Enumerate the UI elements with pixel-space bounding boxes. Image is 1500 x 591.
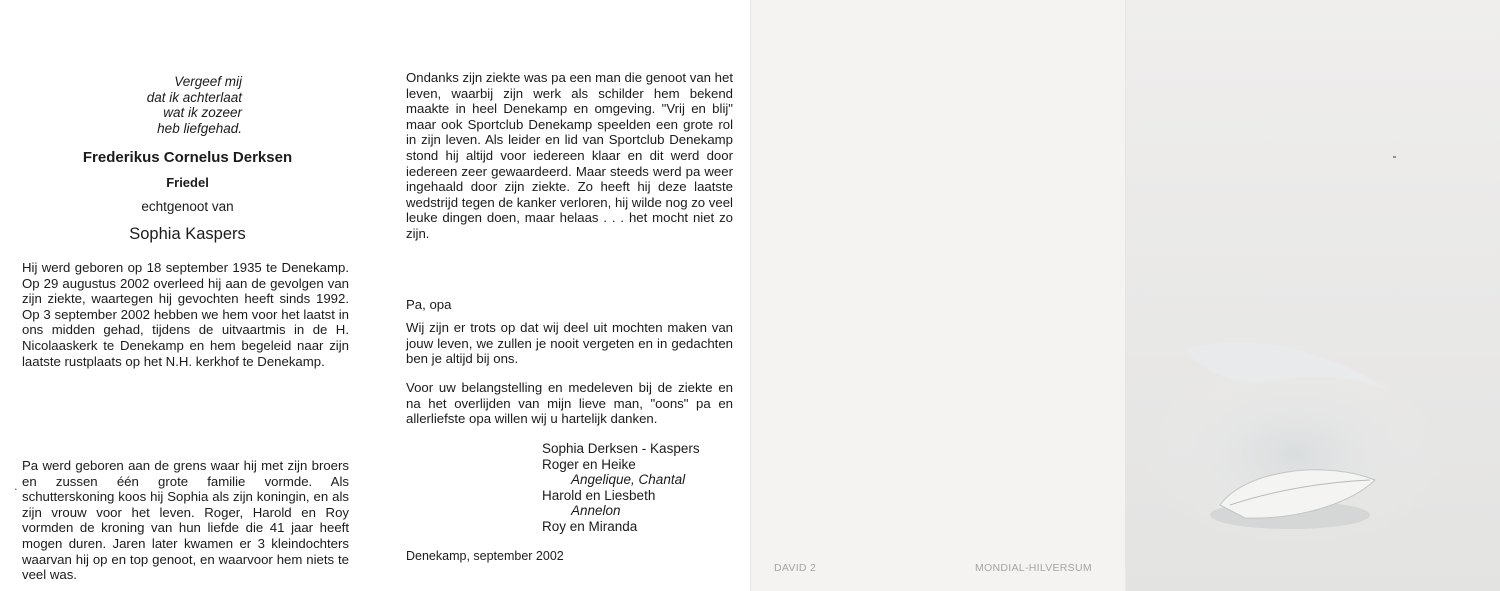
cover-page [1125, 0, 1500, 591]
spouse-name: Sophia Kaspers [129, 225, 246, 243]
poem-line: Vergeef mij [174, 74, 242, 89]
nickname: Friedel [166, 175, 209, 190]
signature-line: Roger en Heike [542, 456, 636, 472]
middle-page [375, 0, 750, 591]
signatures [542, 441, 700, 535]
thanks-paragraph: Voor uw belangstelling en medeleven bij de ziekte en na het overlijden van mijn lieve man, "oons" pa en allerliefste opa willen wij u hartelijk danken. [406, 380, 733, 427]
imprint-printer: MONDIAL-HILVERSUM [975, 562, 1092, 574]
fold-line [750, 0, 751, 591]
life-paragraph: Ondanks zijn ziekte was pa een man die genoot van het leven, waarbij zijn werk als schilder hem bekend maakte in heel Denekamp en omgeving. "Vrij en blij" maar ook Sportclub Denekamp speelden een grote rol in zijn leven. Als leider en lid van Sportclub Denekamp stond hij altijd voor iedereen klaar en dit werd door iedereen zeer gewaardeerd. Maar steeds werd pa weer ingehaald door zijn ziekte. Zo heeft hij deze laatste wedstrijd tegen de kanker verloren, hij wilde nog zo veel leuke dingen doen, maar helaas . . . het mocht niet zo zijn. [406, 70, 733, 241]
poem-line: wat ik zozeer [163, 105, 242, 121]
poem-line: dat ik achterlaat [146, 89, 242, 105]
deceased-name: Frederikus Cornelus Derksen [82, 149, 293, 166]
biography-paragraph-2: Pa werd geboren aan de grens waar hij met zijn broers en zussen één grote familie vormde. Als schutterskoning koos hij Sophia als zijn koningin, en als zijn vrouw voor het leven. Roger, Harold en Roy vormden de kroning van hun liefde die 41 jaar heeft mogen duren. Jaren later kwamen er 3 kleindochters waarvan hij op en top genoot, en waarvoor hem niets te veel was. [22, 458, 349, 583]
poem-line: heb liefgehad. [157, 120, 242, 136]
signature-grandchildren: Angelique, Chantal [571, 472, 686, 488]
tribute-paragraph: Wij zijn er trots op dat wij deel uit mochten maken van jouw leven, we zullen je nooit vergeten en in gedachten ben je altijd bij ons. [406, 320, 733, 367]
fold-line [1125, 0, 1126, 591]
imprint-model: DAVID 2 [774, 562, 817, 574]
spouse-label: echtgenoot van [141, 199, 234, 214]
biography-paragraph-1: Hij werd geboren op 18 september 1935 te Denekamp. Op 29 augustus 2002 overleed hij aan de gevolgen van zijn ziekte, waartegen hij gevochten heeft sinds 1992. Op 3 september 2002 hebben we hem voor het laatst in ons midden gehad, tijdens de uitvaartmis in de H. Nicolaaskerk te Denekamp en hem begeleid naar zijn laatste rustplaats op het N.H. kerkhof te Denekamp. [22, 260, 349, 369]
signature-grandchild: Annelon [571, 503, 621, 519]
signature-line: Harold en Liesbeth [542, 487, 656, 503]
left-page [0, 0, 375, 591]
poem [40, 74, 242, 136]
greeting: Pa, opa [406, 297, 452, 312]
place-date: Denekamp, september 2002 [406, 549, 564, 563]
cover-feather-illustration [1125, 0, 1500, 591]
print-speck: . [14, 478, 18, 493]
signature-line: Roy en Miranda [542, 518, 638, 534]
back-page [750, 0, 1125, 591]
signature-line: Sophia Derksen - Kaspers [542, 441, 700, 456]
